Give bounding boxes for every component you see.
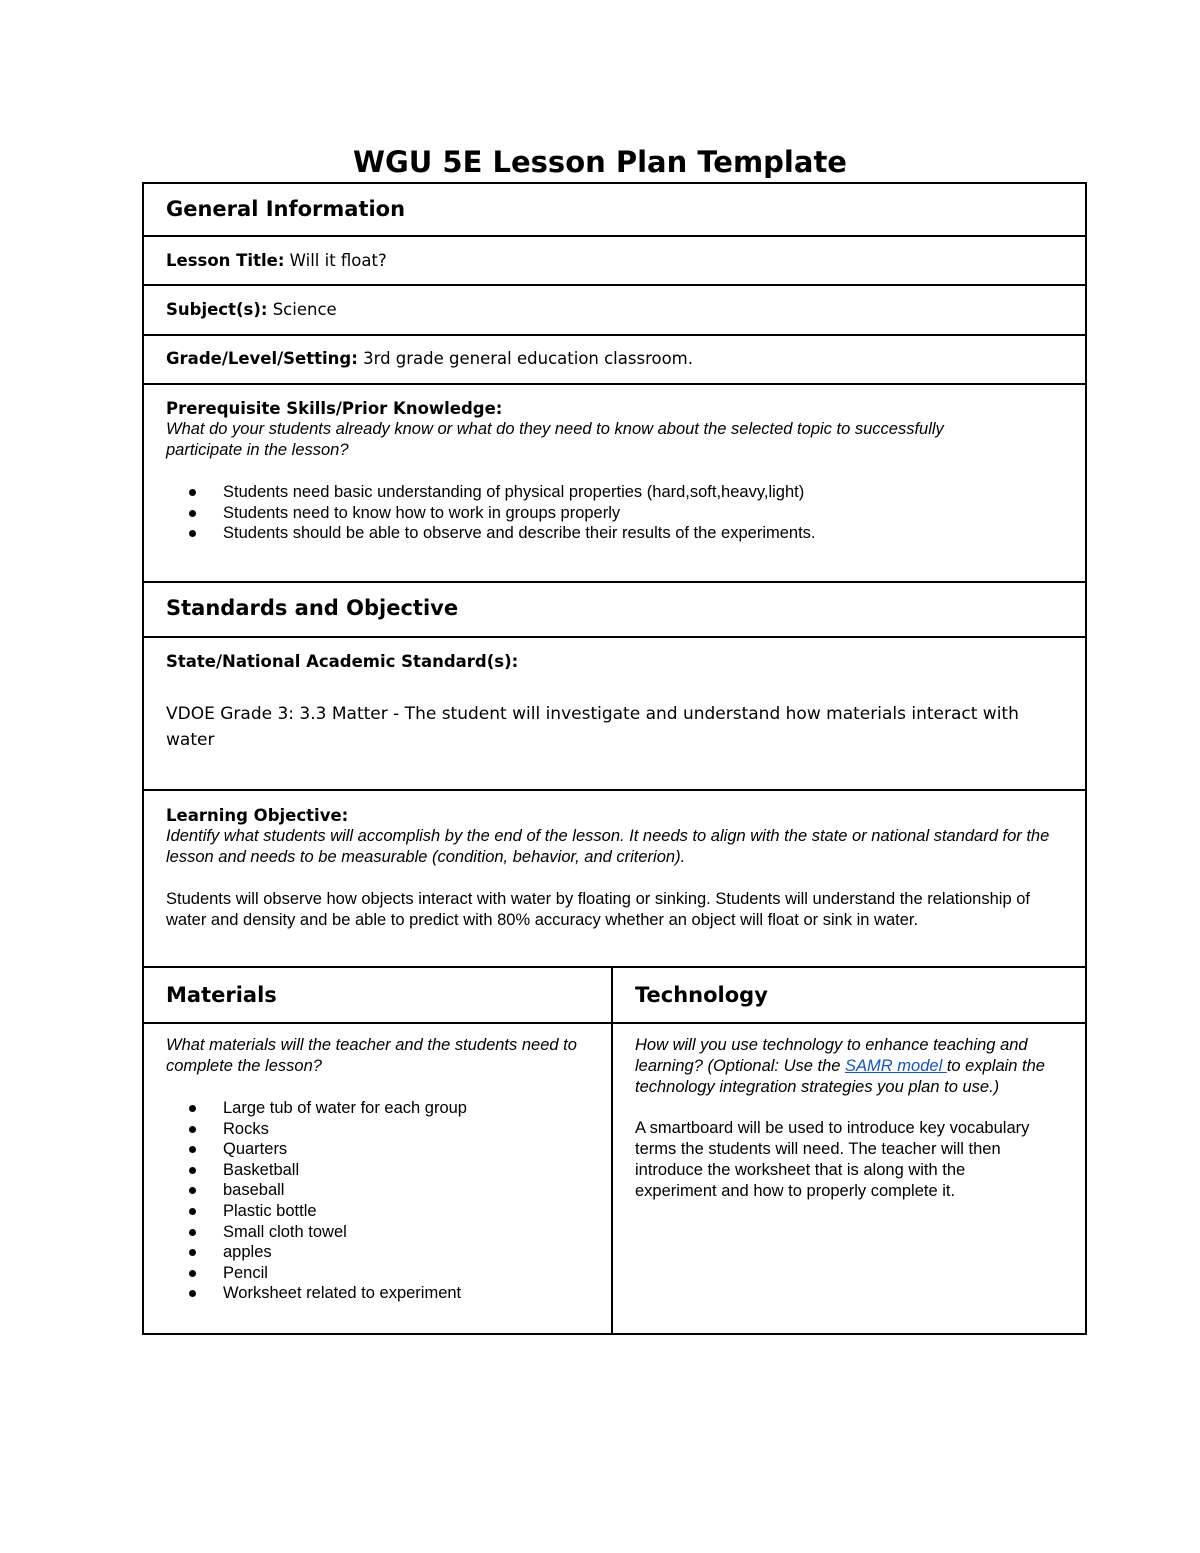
- materials-heading: Materials: [166, 983, 277, 1007]
- prerequisite-skills-row: [144, 385, 1085, 583]
- materials-body-cell: [144, 1024, 613, 1333]
- technology-header-cell: [613, 968, 1085, 1022]
- list-item: Worksheet related to experiment: [166, 1283, 591, 1304]
- subjects-row: [144, 286, 1085, 336]
- materials-technology-header-row: [144, 968, 1085, 1024]
- standards-objective-header-row: [144, 583, 1085, 638]
- bullet-icon: [189, 489, 196, 496]
- learning-objective-label: Learning Objective:: [166, 806, 349, 825]
- lesson-title-row: [144, 237, 1085, 286]
- general-information-heading: General Information: [166, 197, 406, 221]
- subjects-line: [166, 300, 337, 319]
- lesson-title-value: Will it float?: [284, 251, 387, 270]
- academic-standards-text: [166, 701, 1045, 753]
- prerequisite-skills-label: Prerequisite Skills/Prior Knowledge:: [166, 399, 503, 418]
- bullet-icon: [189, 1208, 196, 1215]
- list-item: baseball: [166, 1180, 591, 1201]
- learning-objective-row: [144, 791, 1085, 968]
- list-item: Basketball: [166, 1160, 591, 1181]
- general-information-header-row: [144, 184, 1085, 237]
- list-item: Students need to know how to work in groups properly: [166, 503, 1045, 524]
- subjects-label: Subject(s):: [166, 300, 268, 319]
- lesson-plan-table: [142, 182, 1087, 1335]
- materials-header-cell: [144, 968, 613, 1022]
- technology-heading: Technology: [635, 983, 768, 1007]
- standards-objective-heading: Standards and Objective: [166, 596, 459, 620]
- technology-prompt: How will you use technology to enhance teaching and learning? (Optional: Use the SAMR model to explain the technology integration strategies you plan to use.): [635, 1036, 1045, 1096]
- learning-objective-prompt: Identify what students will accomplish by the end of the lesson. It needs to align with the state or national standard for the lesson and needs to be measurable (condition, behavior, and criterion).: [166, 827, 1050, 866]
- bullet-icon: [189, 1290, 196, 1297]
- lesson-title-label: Lesson Title:: [166, 251, 285, 270]
- bullet-icon: [189, 1270, 196, 1277]
- materials-prompt: What materials will the teacher and the students need to complete the lesson?: [166, 1036, 577, 1075]
- prerequisite-skills-list: [166, 482, 1045, 544]
- subjects-value: Science: [267, 300, 337, 319]
- samr-model-link[interactable]: SAMR model: [845, 1057, 947, 1075]
- standard-description: Matter - The student will investigate and understand how materials interact with water: [166, 704, 1019, 750]
- list-item: Students need basic understanding of physical properties (hard,soft,heavy,light): [166, 482, 1045, 503]
- academic-standards-label: State/National Academic Standard(s):: [166, 652, 519, 671]
- bullet-icon: [189, 1229, 196, 1236]
- materials-technology-body-row: [144, 1024, 1085, 1335]
- bullet-icon: [189, 1167, 196, 1174]
- academic-standards-row: [144, 638, 1085, 791]
- list-item: Large tub of water for each group: [166, 1098, 591, 1119]
- bullet-icon: [189, 1187, 196, 1194]
- list-item: apples: [166, 1242, 591, 1263]
- list-item: Quarters: [166, 1139, 591, 1160]
- technology-text: A smartboard will be used to introduce key vocabulary terms the students will need. The teacher will then introduce the worksheet that is along with the experiment and how to properly complete it.: [635, 1119, 1030, 1200]
- lesson-title-line: [166, 251, 387, 270]
- bullet-icon: [189, 1126, 196, 1133]
- list-item: Rocks: [166, 1119, 591, 1140]
- bullet-icon: [189, 510, 196, 517]
- bullet-icon: [189, 1146, 196, 1153]
- materials-list: [166, 1098, 591, 1304]
- grade-level-setting-row: [144, 336, 1085, 385]
- list-item: Plastic bottle: [166, 1201, 591, 1222]
- grade-level-setting-value: 3rd grade general education classroom.: [357, 349, 693, 368]
- learning-objective-text: Students will observe how objects interact with water by floating or sinking. Students will understand the relationship of water and density and be able to predict with 80% accuracy whether an object will float or sink in water.: [166, 890, 1030, 929]
- list-item: Pencil: [166, 1263, 591, 1284]
- grade-level-setting-line: [166, 349, 693, 368]
- prerequisite-skills-prompt: What do your students already know or what do they need to know about the selected topic to successfully participate in the lesson?: [166, 420, 944, 459]
- bullet-icon: [189, 530, 196, 537]
- bullet-icon: [189, 1105, 196, 1112]
- technology-body-cell: [613, 1024, 1085, 1333]
- bullet-icon: [189, 1249, 196, 1256]
- list-item: Small cloth towel: [166, 1222, 591, 1243]
- document-title: WGU 5E Lesson Plan Template: [353, 145, 847, 179]
- grade-level-setting-label: Grade/Level/Setting:: [166, 349, 358, 368]
- standard-code: VDOE Grade 3: 3.3: [166, 704, 327, 724]
- list-item: Students should be able to observe and describe their results of the experiments.: [166, 523, 1045, 544]
